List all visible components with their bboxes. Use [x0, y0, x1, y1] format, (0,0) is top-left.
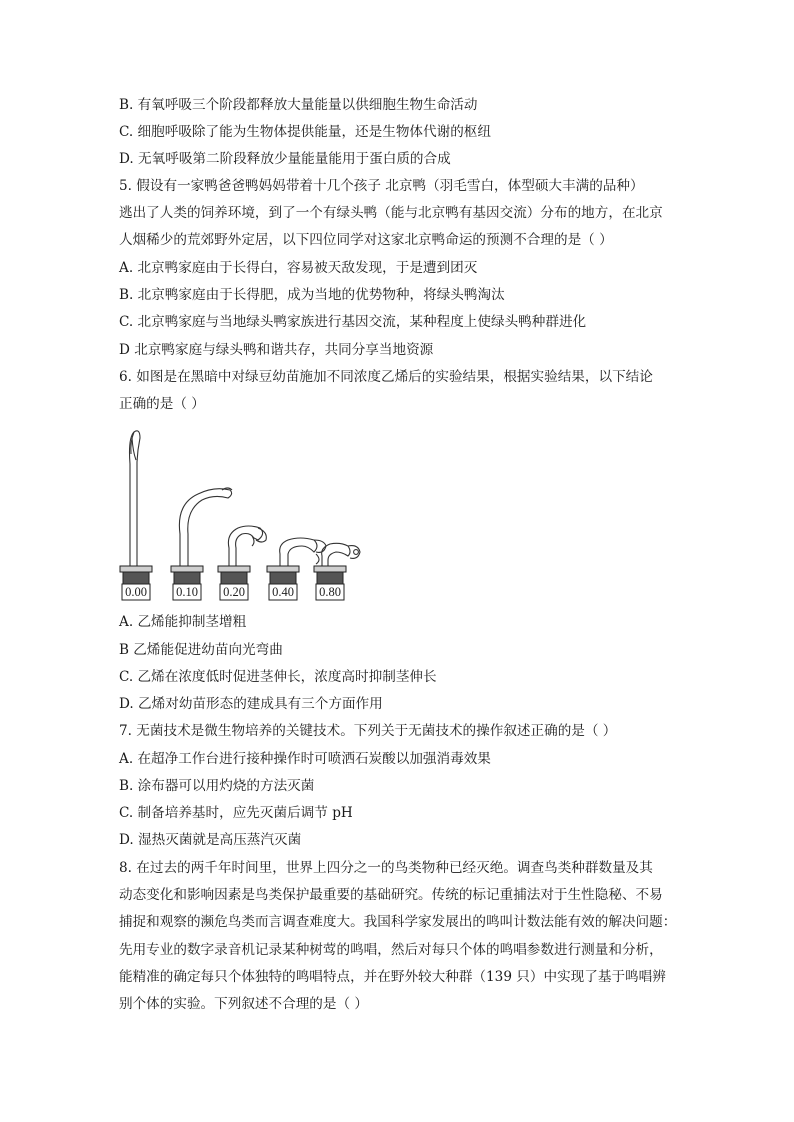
- q5-option-b: B. 北京鸭家庭由于长得肥，成为当地的优势物种，将绿头鸭淘汰: [119, 287, 505, 303]
- q8-stem-line-1: 8. 在过去的两千年时间里，世界上四分之一的鸟类物种已经灭绝。调查鸟类种群数量及其: [119, 860, 653, 876]
- q5-option-d: D 北京鸭家庭与绿头鸭和谐共存，共同分享当地资源: [119, 342, 434, 358]
- q8-stem-line-3: 捕捉和观察的濒危鸟类而言调查难度大。我国科学家发展出的鸣叫计数法能有效的解决问题：: [119, 914, 677, 930]
- q7-option-b: B. 涂布器可以用灼烧的方法灭菌: [119, 778, 315, 794]
- q5-stem-line-3: 人烟稀少的荒郊野外定居，以下四位同学对这家北京鸭命运的预测不合理的是（ ）: [119, 232, 613, 248]
- q6-stem-line-1: 6. 如图是在黑暗中对绿豆幼苗施加不同浓度乙烯后的实验结果，根据实验结果，以下结论: [119, 369, 653, 385]
- q5-option-a: A. 北京鸭家庭由于长得白，容易被天敌发现，于是遭到团灭: [119, 260, 478, 276]
- q7-option-c: C. 制备培养基时，应先灭菌后调节 pH: [119, 805, 353, 821]
- label-0-80: 0.80: [319, 585, 341, 599]
- q8-stem-line-6: 别个体的实验。下列叙述不合理的是（ ）: [119, 996, 369, 1012]
- q5-option-c: C. 北京鸭家庭与当地绿头鸭家族进行基因交流，某种程度上使绿头鸭种群进化: [119, 314, 587, 330]
- q6-option-b: B 乙烯能促进幼苗向光弯曲: [119, 642, 283, 658]
- seedling-0-10: [179, 488, 232, 566]
- seedling-0-00: [130, 431, 141, 566]
- seedling-figure: [118, 424, 368, 608]
- q5-stem-line-1: 5. 假设有一家鸭爸爸鸭妈妈带着十几个孩子 北京鸭（羽毛雪白，体型硕大丰满的品种）: [119, 178, 644, 194]
- q8-stem-line-2: 动态变化和影响因素是鸟类保护最重要的基础研究。传统的标记重捕法对于生性隐秘、不易: [119, 887, 663, 903]
- label-0-00: 0.00: [125, 585, 147, 599]
- seedling-0-40: [280, 538, 326, 566]
- q8-stem-line-4: 先用专业的数字录音机记录某种树莺的鸣唱，然后对每只个体的鸣唱参数进行测量和分析，: [119, 942, 663, 958]
- seedling-0-80: [322, 543, 360, 566]
- q8-stem-line-5: 能精准的确定每只个体独特的鸣唱特点，并在野外较大种群（139 只）中实现了基于鸣唱辨: [119, 969, 666, 985]
- seedling-0-20: [228, 526, 266, 566]
- q6-option-d: D. 乙烯对幼苗形态的建成具有三个方面作用: [119, 696, 383, 712]
- q6-option-a: A. 乙烯能抑制茎增粗: [119, 614, 247, 630]
- q6-stem-line-2: 正确的是（ ）: [119, 396, 205, 412]
- label-0-10: 0.10: [176, 585, 198, 599]
- q7-option-a: A. 在超净工作台进行接种操作时可喷洒石炭酸以加强消毒效果: [119, 751, 491, 767]
- label-0-40: 0.40: [272, 585, 294, 599]
- q4-option-b: B. 有氧呼吸三个阶段都释放大量能量以供细胞生物生命活动: [119, 97, 478, 113]
- q4-option-c: C. 细胞呼吸除了能为生物体提供能量，还是生物体代谢的枢纽: [119, 124, 491, 140]
- label-0-20: 0.20: [223, 585, 245, 599]
- q6-option-c: C. 乙烯在浓度低时促进茎伸长，浓度高时抑制茎伸长: [119, 669, 437, 685]
- q5-stem-line-2: 逃出了人类的饲养环境，到了一个有绿头鸭（能与北京鸭有基因交流）分布的地方，在北京: [119, 205, 663, 221]
- q7-stem: 7. 无菌技术是微生物培养的关键技术。下列关于无菌技术的操作叙述正确的是（ ）: [119, 723, 617, 739]
- q4-option-d: D. 无氧呼吸第二阶段释放少量能量能用于蛋白质的合成: [119, 151, 451, 167]
- q7-option-d: D. 湿热灭菌就是高压蒸汽灭菌: [119, 832, 302, 848]
